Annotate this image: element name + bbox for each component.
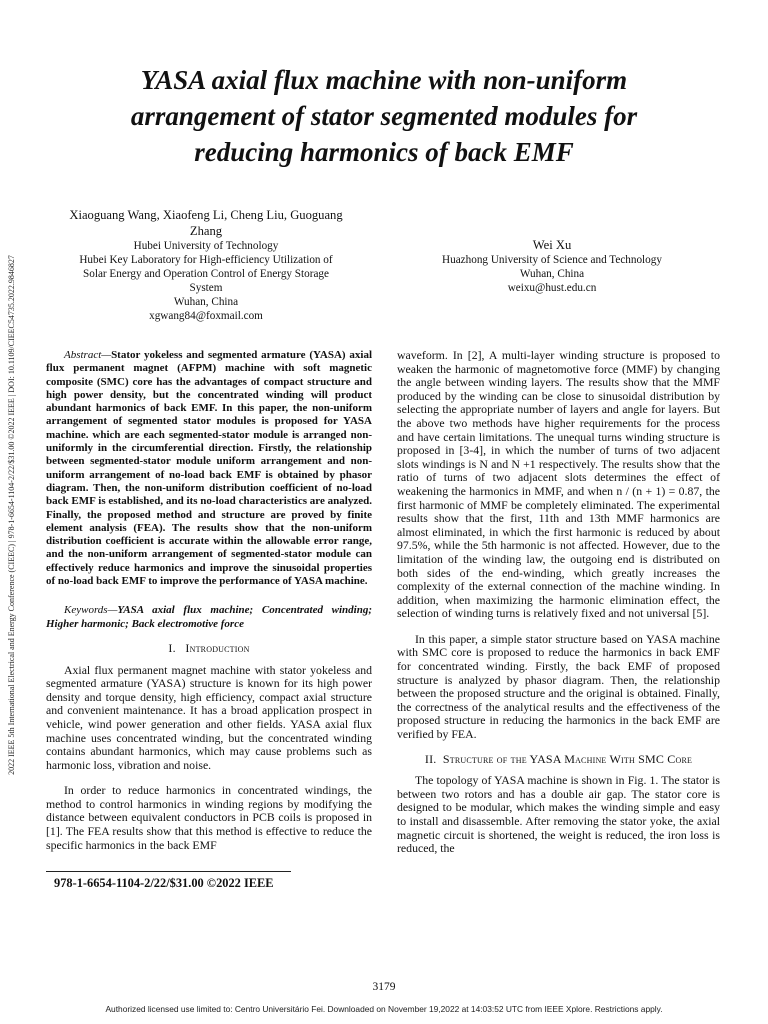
right-column (397, 349, 720, 856)
keywords (46, 604, 372, 631)
author-names-cont: Zhang (189, 224, 223, 238)
author-city: Wuhan, China (173, 296, 239, 308)
section-title: Structure of the YASA Machine With SMC Core (442, 751, 693, 766)
author-names: Wei Xu (532, 238, 572, 252)
author-names: Xiaoguang Wang, Xiaofeng Li, Cheng Liu, Guoguang (69, 208, 343, 222)
copyright-notice: 978-1-6654-1104-2/22/$31.00 ©2022 IEEE (54, 876, 274, 890)
author-block-left (42, 207, 370, 323)
body-paragraph: The topology of YASA machine is shown in Fig. 1. The stator is between two rotors and has a double air gap. The stator core is designed to be modular, which makes the winding simple and easy to install and disassemble. After removing the stator yoke, the axial magnetic circuit is shortened, the weight is reduced, the iron loss is reduced, the (397, 773, 720, 856)
body-paragraph: In this paper, a simple stator structure based on YASA machine with SMC core is proposed to reduce the harmonics in back EMF for concentrated winding. Firstly, the back EMF of proposed structure is analyzed by phasor diagram. Then, the relationship between the proposed structure and the original is obtained. Finally, the correctness of the analytical results and the effectiveness of the proposed structure in reducing the harmonics in the back EMF are verified by FEA. (397, 631, 720, 742)
section-numeral: I. (168, 640, 176, 655)
title-line-2: arrangement of stator segmented modules for (130, 101, 638, 131)
keywords-text: YASA axial flux machine; Concentrated winding; Higher harmonic; Back electromotive force (46, 604, 372, 630)
section-title: Introduction (185, 640, 250, 655)
paper-title (60, 62, 708, 170)
license-footer: Authorized licensed use limited to: Centro Universitário Fei. Downloaded on November 19,2022 at 14:03:52 UTC from IEEE Xplore. Restrictions apply. (105, 1004, 663, 1014)
abstract-text: Stator yokeless and segmented armature (YASA) axial flux permanent magnet (AFPM) machine with soft magnetic composite (SMC) core has the advantages of compact structure and high power density, but the concentrated winding will product abundant harmonics of back EMF. In this paper, the non-uniform arrangement of segmented stator modules is proposed for YASA machine. which are each segmented-stator module is arranged non-uniformly in the circumferential direction. Firstly, the relationship between segmented-stator module uniform arrangement and non-uniform arrangement of no-load back EMF is obtained by phasor diagram. Then, the non-uniform distribution coefficient of no-load back EMF is established, and its no-load characteristics are analyzed. Finally, the proposed method and structure are proved by finite element analysis (FEA). The results show that the non-uniform distribution coefficient is accurate within the allowable error range, and the non-uniform arrangement of segmented-stator module can effectively reduce harmonics and improve the sinusoidal properties of no-load back EMF to improve the performance of YASA machine. (46, 349, 372, 588)
title-line-3: reducing harmonics of back EMF (194, 137, 574, 167)
author-block-right (402, 237, 702, 295)
page-number: 3179 (372, 981, 396, 993)
affiliation: Solar Energy and Operation Control of Energy Storage (83, 268, 329, 280)
affiliation: Huazhong University of Science and Technology (442, 254, 662, 266)
author-email: weixu@hust.edu.cn (507, 282, 597, 294)
side-banner (4, 195, 20, 835)
body-paragraph: Axial flux permanent magnet machine with stator yokeless and segmented armature (YASA) structure is known for its high power density and torque density, high efficiency, compact axial structure and convenient maintenance. It has a broad application prospect in vehicle, wind power generation and other fields. YASA axial flux machine uses concentrated winding, but the concentrated winding contains abundant harmonics, which may cause problems such as harmonic loss, vibration and noise. (46, 662, 372, 772)
section-heading-introduction (46, 642, 372, 656)
body-paragraph: waveform. In [2], A multi-layer winding structure is proposed to weaken the harmonic of magnetomotive force (MMF) by changing the angle between winding layers. The results show that the MMF produced by the winding can be close to sinusoidal distribution by selecting the appropriate number of layers and angle for layers. But the above two methods have higher requirements for the process and have certain limitations. The unequal turns winding structure is proposed in [3-4], in which the number of turns of two adjacent slots windings is N and N +1 respectively. The results show that the ratio of turns of two adjacent slots determines the effect of weakening the harmonics in MMF, and when n / (n + 1) = 0.87, the first harmonic of MMF be completely eliminated. The experimental results show that the first, 11th and 13th MMF harmonics are almost eliminated, in which the first harmonic is reduced by about 97.5%, while the 5th harmonic is not affected. However, due to the limitation of the winding law, the outgoing end is distributed on both sides of the end-winding, which greatly increases the complexity of the external connection of the machine winding. In addition, when maximizing the harmonic elimination effect, the selection of winding turns is relatively fixed and not universal [5]. (397, 348, 720, 621)
affiliation: Hubei University of Technology (133, 240, 279, 252)
footnote-divider (46, 871, 291, 872)
abstract (46, 349, 372, 588)
author-email: xgwang84@foxmail.com (149, 310, 263, 322)
section-numeral: II. (424, 751, 437, 766)
section-heading-structure (397, 753, 720, 767)
author-city: Wuhan, China (519, 268, 585, 280)
title-line-1: YASA axial flux machine with non-uniform (140, 65, 628, 95)
side-banner-text: 2022 IEEE 5th International Electrical and Energy Conference (CIEEC) | 978-1-6654-1104-2/22/$31.00 ©2022 IEEE | DOI: 10.1109/CIEEC54735.2022.9846827 (7, 255, 16, 775)
affiliation: System (189, 282, 223, 294)
left-column (46, 349, 372, 852)
keywords-lead: Keywords— (64, 604, 118, 617)
body-paragraph: In order to reduce harmonics in concentrated windings, the method to control harmonics in winding regions by modifying the distance between equivalent conductors in PCB coils is proposed in [1]. The FEA results show that this method is effective to reduce the specific harmonics in the back EMF (46, 783, 372, 852)
affiliation: Hubei Key Laboratory for High-efficiency Utilization of (79, 254, 333, 266)
abstract-lead: Abstract— (64, 349, 112, 361)
